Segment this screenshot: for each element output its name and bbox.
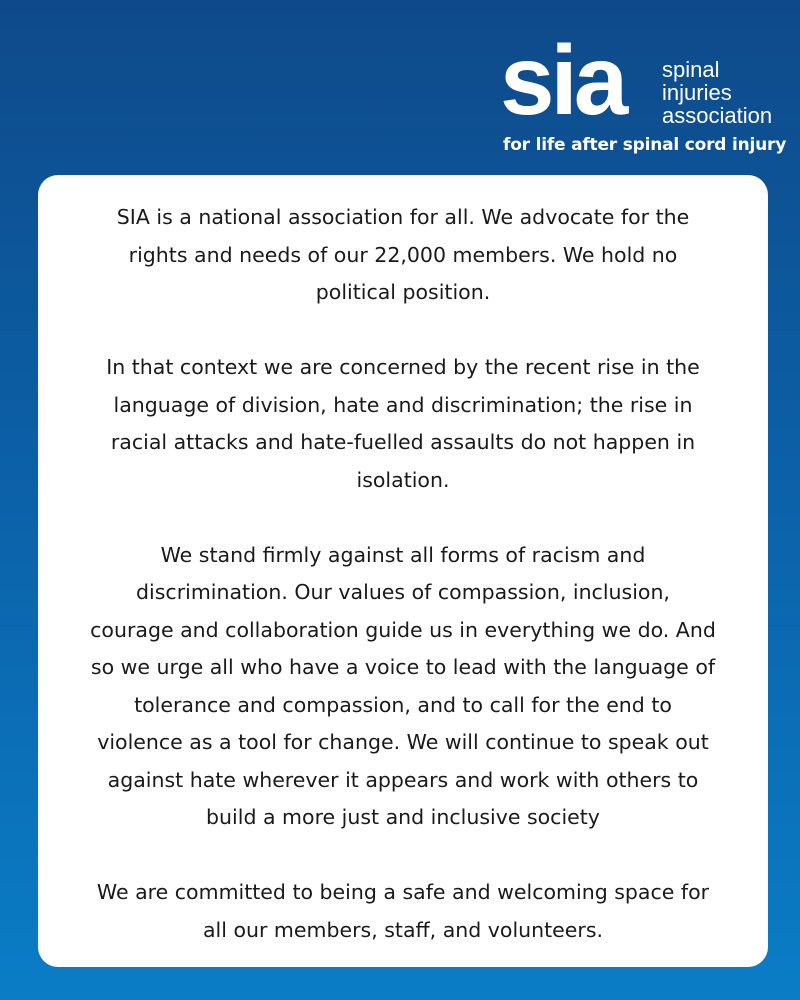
statement-paragraph [38,874,768,949]
logo-organisation-name [662,58,772,127]
logo-name-line: injuries [662,80,732,105]
text-line: isolation. [356,467,450,492]
statement-body [38,199,768,987]
text-line: against hate wherever it appears and work with others to [107,767,699,792]
statement-card [38,175,768,967]
text-line: violence as a tool for change. We will continue to speak out [97,730,709,754]
logo-mark: sia [500,25,625,135]
sia-logo [500,25,790,160]
text-line: tolerance and compassion, and to call for the end to [134,692,672,717]
text-line: We are committed to being a safe and welcoming space for [96,880,710,904]
text-line: political position. [315,280,491,304]
text-line: discrimination. Our values of compassion, inclusion, [136,580,670,604]
text-line: racial attacks and hate-fuelled assaults do not happen in [110,430,696,454]
statement-paragraph [38,199,768,312]
logo-name-line: spinal [662,57,720,82]
text-line: courage and collaboration guide us in everything we do. And [90,617,716,642]
statement-paragraph [38,537,768,837]
text-line: so we urge all who have a voice to lead with the language of [90,655,716,679]
text-line: rights and needs of our 22,000 members. We hold no [128,242,678,267]
text-line: all our members, staff, and volunteers. [202,917,604,942]
logo-tagline: for life after spinal cord injury [503,135,787,155]
logo-name-line: association [662,103,773,128]
text-line: build a more just and inclusive society [206,805,600,829]
text-line: SIA is a national association for all. We advocate for the [116,205,690,229]
text-line: language of division, hate and discrimination; the rise in [113,392,693,417]
text-line: We stand firmly against all forms of racism and [160,542,646,567]
text-line: In that context we are concerned by the recent rise in the [106,355,700,379]
statement-paragraph [38,349,768,499]
